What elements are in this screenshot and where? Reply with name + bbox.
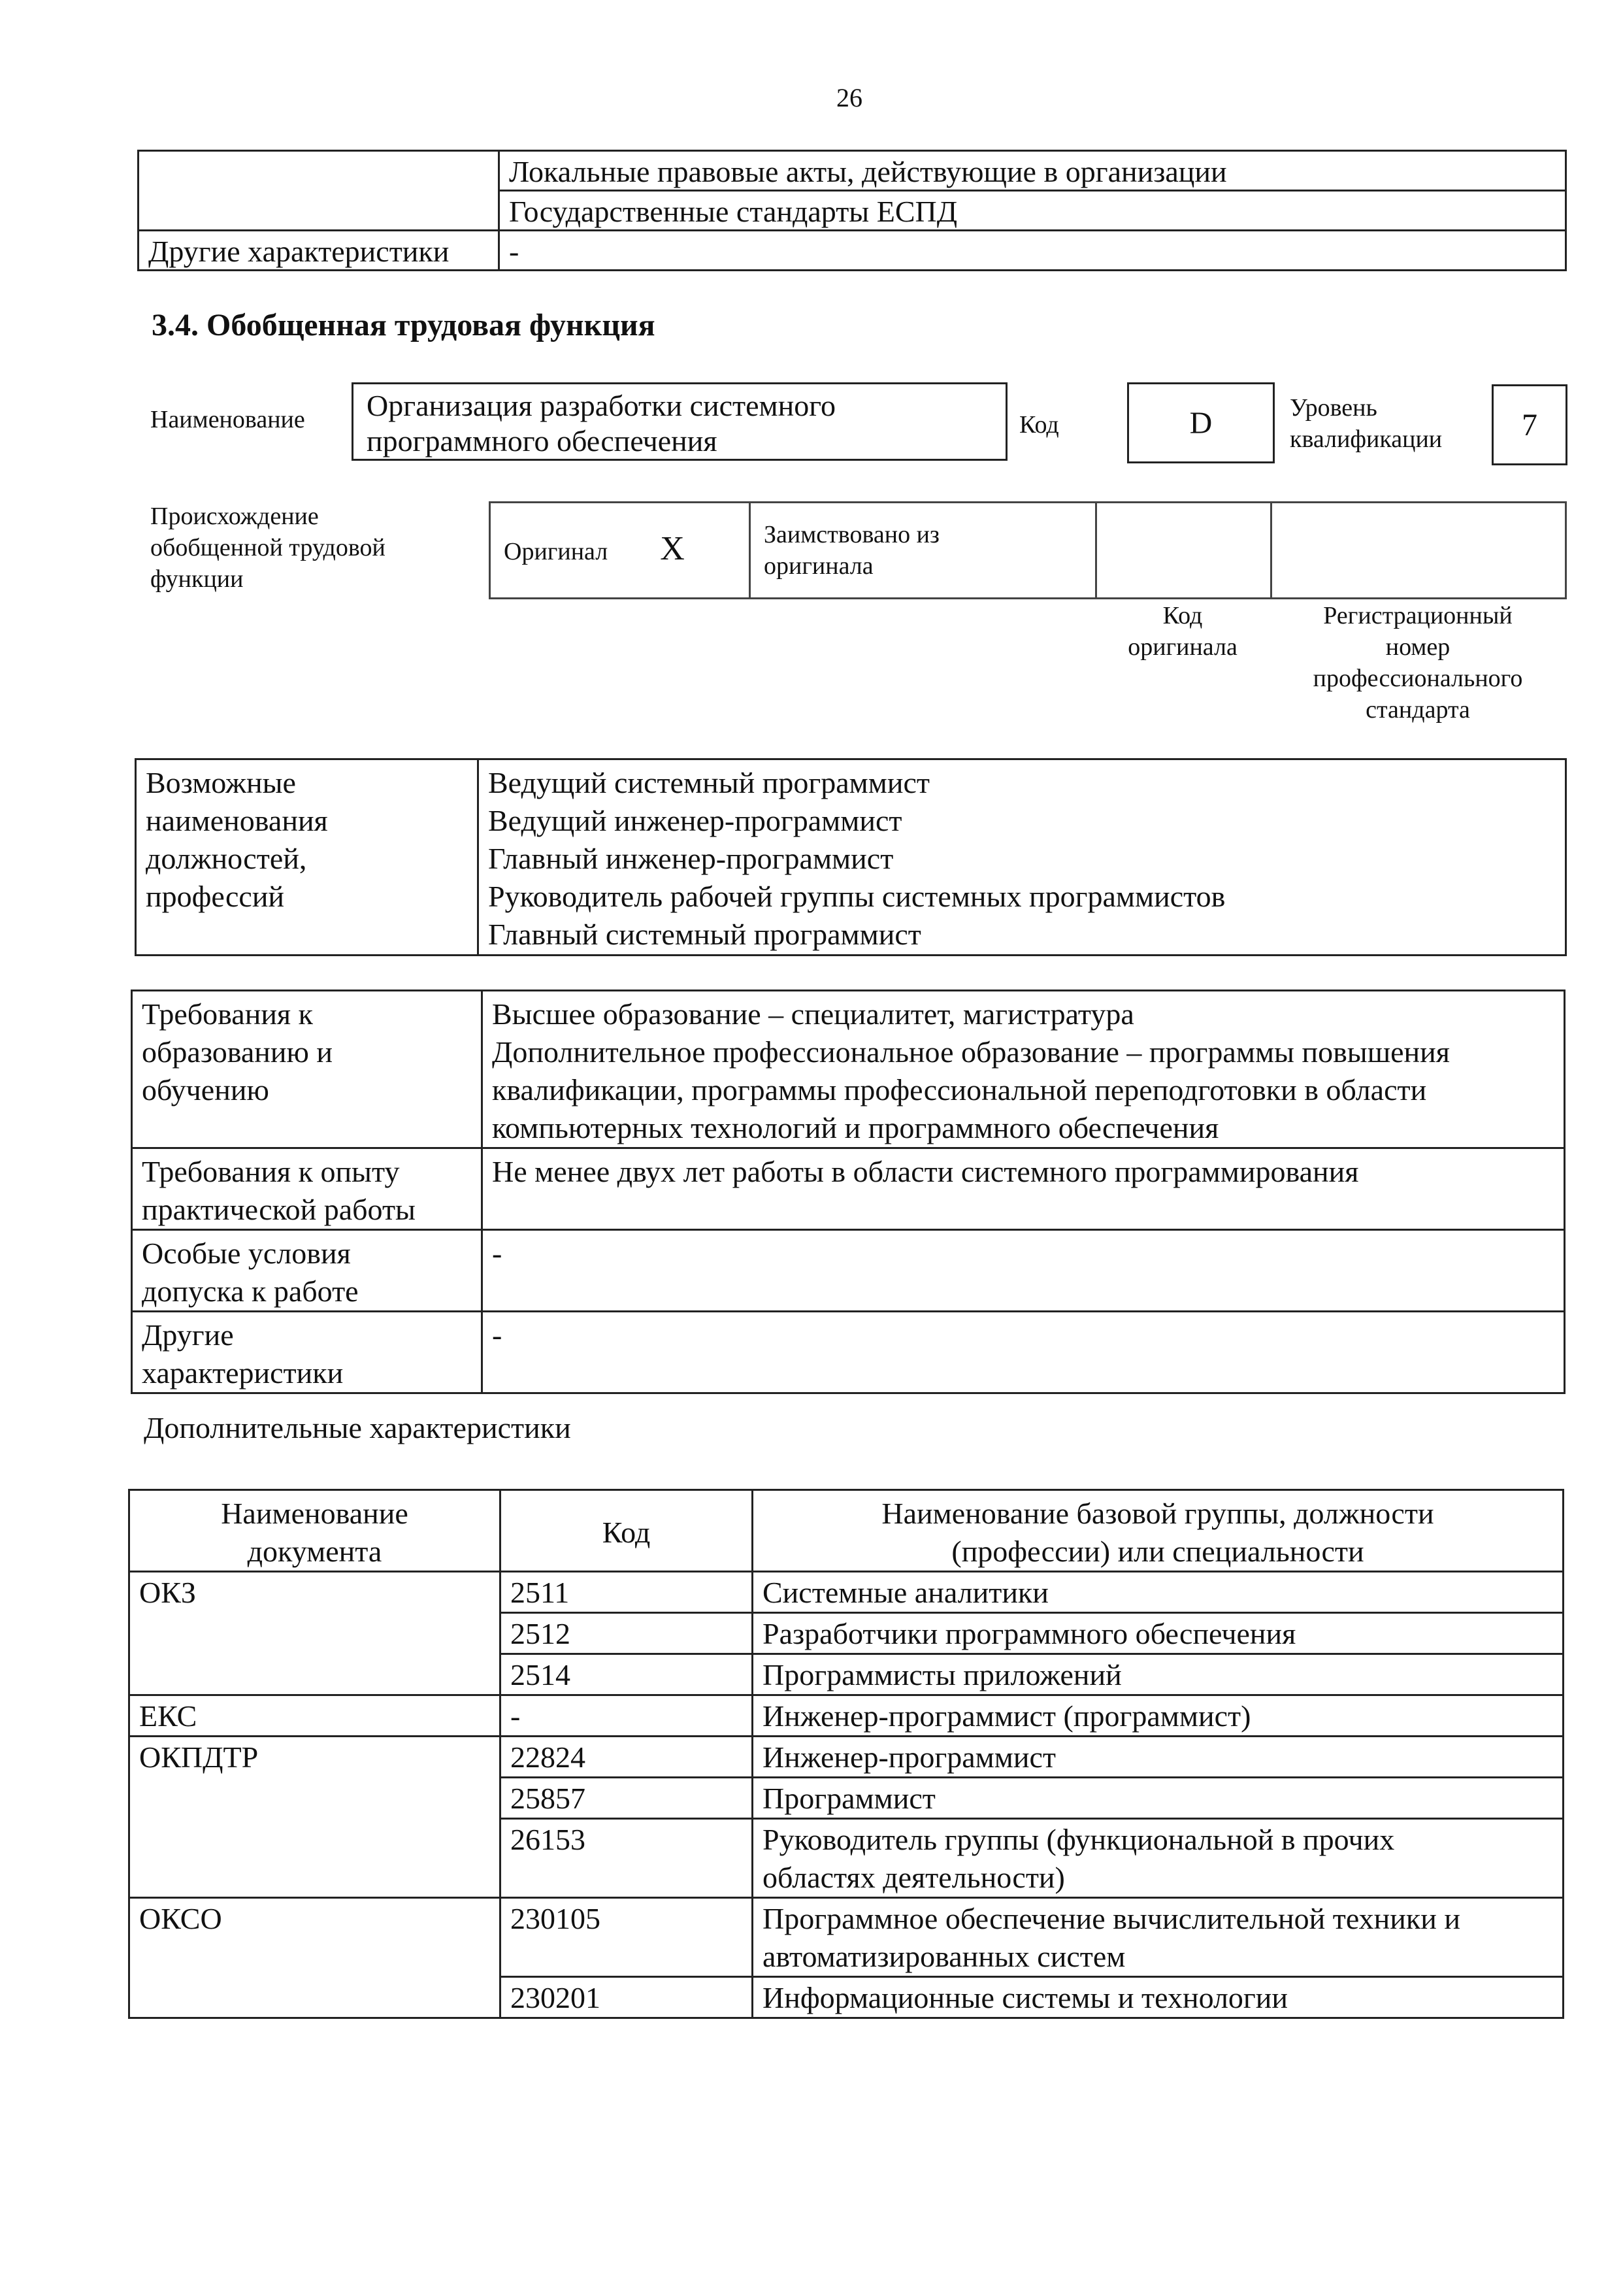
original-cell: [490, 503, 750, 599]
admission-label: Особые условия допуска к работе: [132, 1230, 482, 1312]
positions-table: [135, 758, 1567, 956]
admission-value: -: [482, 1230, 1565, 1312]
experience-value: Не менее двух лет работы в области системного программирования: [482, 1148, 1565, 1230]
header-code: Код: [500, 1490, 753, 1572]
empty-label-cell: [139, 151, 499, 231]
code-value: D: [1127, 382, 1275, 463]
top-row3-value: -: [499, 231, 1566, 271]
name-label: Наименование: [150, 406, 305, 433]
doc-okz: ОКЗ: [129, 1572, 500, 1695]
other-characteristics-value: -: [482, 1312, 1565, 1393]
table-row-name: Руководитель группы (функциональной в прочих областях деятельности): [753, 1819, 1564, 1898]
other-characteristics-label: Другие характеристики: [132, 1312, 482, 1393]
registration-number-caption: Регистрационный номер профессионального стандарта: [1313, 602, 1523, 724]
top-row1-value: Локальные правовые акты, действующие в организации: [499, 151, 1566, 191]
origin-table: [489, 501, 1567, 599]
table-row-name: Программное обеспечение вычислительной техники и автоматизированных систем: [753, 1898, 1564, 1977]
education-value: Высшее образование – специалитет, магистратура Дополнительное профессиональное образование – программы повышения квалификации, программы профессиональной переподготовки в области компьютерных технологий и программного обеспечения: [482, 991, 1565, 1148]
page-number: 26: [836, 83, 862, 112]
origin-label: Происхождение обобщенной трудовой функции: [150, 503, 385, 593]
level-value: 7: [1492, 384, 1567, 465]
table-row-name: Инженер-программист: [753, 1737, 1564, 1778]
top-row3-label: Другие характеристики: [139, 231, 499, 271]
table-row-code: 26153: [500, 1819, 753, 1898]
table-row-code: 230105: [500, 1898, 753, 1977]
table-row-code: 22824: [500, 1737, 753, 1778]
table-row-name: Программисты приложений: [753, 1654, 1564, 1695]
positions-value: Ведущий системный программист Ведущий инженер-программист Главный инженер-программист Руководитель рабочей группы системных программистов Главный системный программист: [478, 759, 1566, 956]
table-row-code: 25857: [500, 1778, 753, 1819]
name-value: Организация разработки системного программного обеспечения: [352, 382, 1008, 461]
original-code-cell: [1096, 503, 1271, 599]
table-row-code: 2514: [500, 1654, 753, 1695]
borrowed-label: Заимствовано из оригинала: [750, 503, 1096, 599]
table-row-name: Инженер-программист (программист): [753, 1695, 1564, 1737]
original-code-caption: Код оригинала: [1128, 602, 1238, 661]
table-row-name: Системные аналитики: [753, 1572, 1564, 1613]
top-row2-value: Государственные стандарты ЕСПД: [499, 191, 1566, 231]
experience-label: Требования к опыту практической работы: [132, 1148, 482, 1230]
education-label: Требования к образованию и обучению: [132, 991, 482, 1148]
level-label: Уровень квалификации: [1290, 394, 1443, 453]
top-continuation-table: [137, 150, 1567, 271]
original-label: Оригинал: [504, 538, 608, 565]
doc-okpdtr: ОКПДТР: [129, 1737, 500, 1898]
additional-characteristics-title: Дополнительные характеристики: [144, 1411, 571, 1444]
positions-label: Возможные наименования должностей, профессий: [136, 759, 478, 956]
additional-characteristics-table: [128, 1489, 1564, 2019]
section-title: 3.4. Обобщенная трудовая функция: [152, 308, 655, 342]
requirements-table: [131, 990, 1566, 1394]
header-group-name: Наименование базовой группы, должности (профессии) или специальности: [753, 1490, 1564, 1572]
code-label: Код: [1019, 411, 1059, 439]
doc-okso: ОКСО: [129, 1898, 500, 2018]
doc-eks: ЕКС: [129, 1695, 500, 1737]
table-row-code: 230201: [500, 1977, 753, 2018]
registration-number-cell: [1271, 503, 1566, 599]
table-row-code: -: [500, 1695, 753, 1737]
table-row-name: Разработчики программного обеспечения: [753, 1613, 1564, 1654]
header-document: Наименование документа: [129, 1490, 500, 1572]
table-row-code: 2512: [500, 1613, 753, 1654]
table-row-name: Информационные системы и технологии: [753, 1977, 1564, 2018]
table-row-name: Программист: [753, 1778, 1564, 1819]
table-row-code: 2511: [500, 1572, 753, 1613]
original-mark: X: [660, 530, 685, 567]
